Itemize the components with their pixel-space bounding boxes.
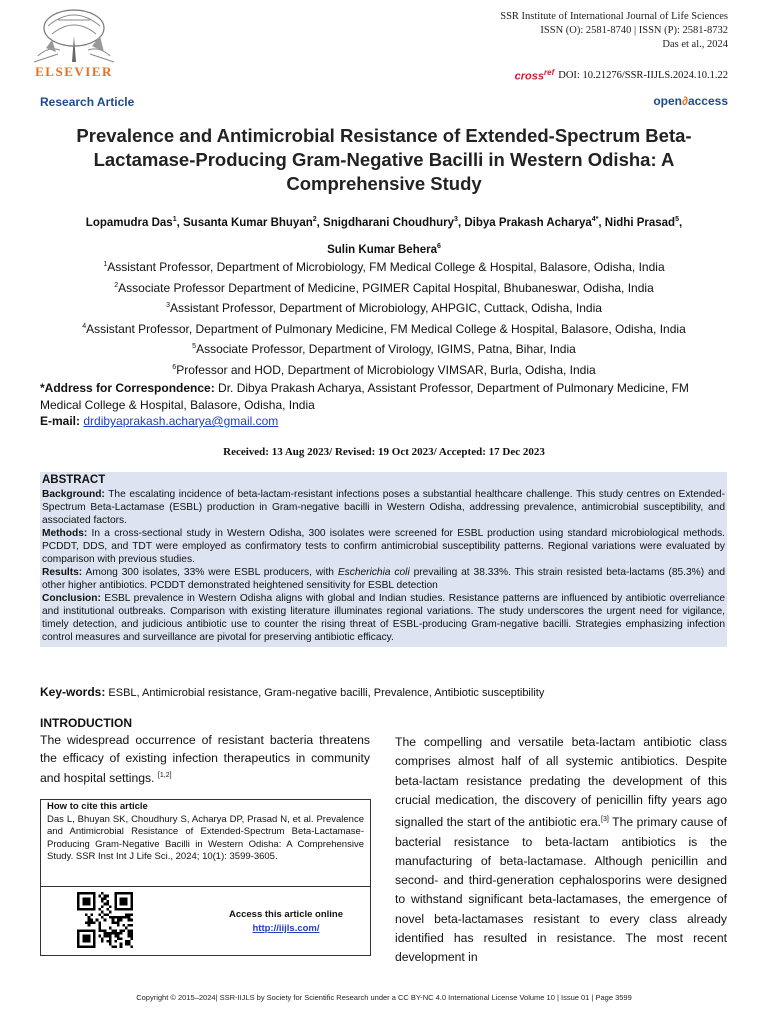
author-list: Lopamudra Das$^1$, Susanta Kumar Bhuyan$^2$, Snigdharani Choudhury$^3$, Dibya Prakash Acharya$^{4*}$, Nidhi Prasad$^5$, Sulin Kumar Behera$^6$ [85, 216, 683, 256]
access-link[interactable]: http://iijls.com/ [252, 923, 320, 934]
abstract-background: Background: The escalating incidence of beta-lactam-resistant infections poses a substantial healthcare challenge. This study centres on Extended-Spectrum Beta-Lactamase (ESBL) production in Gram-negative bacilli in Western Odisha, addressing prevalence, antimicrobial susceptibility, and associated factors. [42, 489, 725, 526]
keywords-label: Key-words: [40, 685, 106, 699]
author-name: Sulin Kumar Behera$^6$ [327, 242, 441, 256]
doi[interactable]: DOI: 10.21276/SSR-IIJLS.2024.10.1.22 [558, 69, 728, 81]
article-title: Prevalence and Antimicrobial Resistance of Extended-Spectrum Beta-Lactamase-Producing Gram-Negative Bacilli in Western Odisha: A Comprehensive Study [76, 125, 692, 194]
keywords [40, 685, 728, 699]
cite-text: Das L, Bhuyan SK, Choudhury S, Acharya DP, Prasad N, et al. Prevalence and Antimicrobial Resistance of Extended-Spectrum Beta-Lactamase-Producing Gram-Negative Bacilli in Western Odisha: A Comprehensive Study. SSR Inst Int J Life Sci., 2024; 10(1): 3599-3605. [47, 813, 364, 862]
article-type: Research Article [40, 95, 135, 109]
author-name: Dibya Prakash Acharya$^{4*}$ [464, 216, 599, 229]
issn: ISSN (O): 2581-8740 | ISSN (P): 2581-8732 [540, 25, 728, 36]
author-name: Nidhi Prasad$^5$ [604, 216, 679, 229]
email-label: E-mail: [40, 414, 81, 428]
abstract-results: Results: Among 300 isolates, 33% were ESBL producers, with Escherichia coli prevailing at 38.33%. This strain resisted beta-lactams (85.3%) and other higher antibiotics. PCDDT demonstrated heightened sensitivity for ESBL detection [42, 567, 726, 591]
affiliation: $^3$Assistant Professor, Department of Microbiology, AHPGIC, Cuttack, Odisha, India [166, 301, 602, 315]
doi-line [515, 68, 728, 83]
journal-info [500, 10, 728, 52]
how-to-cite-box [40, 799, 371, 956]
abstract-conclusion: Conclusion: ESBL prevalence in Western Odisha aligns with global and Indian studies. Resistance patterns are influenced by antibiotic overreliance and institutional outbreaks. Comparison with existing literature illuminates regional variations. The study underscores the urgent need for vigilance, timely detection, and judicious antibiotic use to counter the rising threat of ESBL-producing Gram-negative bacilli. Strategies emphasizing infection control measures and surveillance are pivotal for preserving antibiotic efficacy. [42, 593, 725, 643]
author-name: Snigdharani Choudhury$^3$ [323, 216, 458, 229]
divider [41, 886, 370, 887]
correspondence-label: *Address for Correspondence: [40, 381, 215, 395]
authors-short: Das et al., 2024 [662, 39, 728, 50]
access-label: Access this article online [228, 909, 344, 920]
elsevier-tree-icon [28, 6, 120, 64]
correspondence [40, 380, 728, 430]
author-name: Lopamudra Das$^1$ [85, 216, 177, 229]
publisher-name: ELSEVIER [35, 64, 113, 79]
page-footer: Copyright © 2015–2024| SSR-IIJLS by Society for Scientific Research under a CC BY-NC 4.0 International License Volume 10 | Issue 01 | Page 3599 [136, 993, 632, 1002]
affiliation: $^5$Associate Professor, Department of Virology, IGIMS, Patna, Bihar, India [192, 342, 576, 356]
journal-name: SSR Institute of International Journal of Life Sciences [500, 11, 728, 22]
cite-title: How to cite this article [47, 801, 148, 812]
affiliation: $^2$Associate Professor Department of Medicine, PGIMER Capital Hospital, Bhubaneswar, Odisha, India [114, 280, 654, 295]
qr-code-icon[interactable] [77, 892, 133, 948]
keywords-text: ESBL, Antimicrobial resistance, Gram-negative bacilli, Prevalence, Antibiotic susceptibility [105, 687, 545, 699]
intro-column-1: The widespread occurrence of resistant bacteria threatens the efficacy of existing infection therapeutics in community and hospital settings. [1,2] [40, 733, 370, 786]
email-link[interactable]: drdibyaprakash.acharya@gmail.com [83, 414, 279, 428]
correspondence-text: Dr. Dibya Prakash Acharya, Assistant Professor, Department of Pulmonary Medicine, FM Medical College & Hospital, Balasore, Odisha, India [40, 381, 689, 412]
abstract-box [40, 472, 727, 647]
affiliation: $^4$Assistant Professor, Department of Pulmonary Medicine, FM Medical College & Hospital, Balasore, Odisha, India [82, 321, 686, 336]
affiliation-list [40, 256, 728, 379]
author-name: Susanta Kumar Bhuyan$^2$ [183, 216, 317, 229]
citation-ref[interactable]: [1,2] [157, 772, 172, 779]
abstract-heading: ABSTRACT [42, 474, 106, 486]
crossref-logo: cross$^{ref}$ [514, 68, 555, 83]
introduction-heading: INTRODUCTION [40, 716, 132, 730]
intro-column-2: The compelling and versatile beta-lactam antibiotic class comprises almost half of all systemic antibiotics. Despite beta-lactam resistance predating the development of this crucial medication, the discovery of penicillin fifty years ago signalled the start of the antibiotic era.[3] The primary cause of bacterial resistance to beta-lactam antibiotics is the manufacturing of beta-lactamase. Although penicillin and second- and third-generation cephalosporins were designed to withstand significant beta-lactamases, the emergence of novel beta-lactamases resistant to every class already identified has resulted in resistance. The most recent development in [395, 735, 727, 965]
abstract-methods: Methods: In a cross-sectional study in Western Odisha, 300 isolates were screened for ESBL production using standard microbiological methods. PCDDT, DDS, and TDT were employed as confirmatory tests to confirm antimicrobial susceptibility patterns. Regional variations were evaluated by comparison with previous studies. [42, 528, 725, 565]
elsevier-logo [28, 6, 120, 82]
access-online [211, 908, 361, 936]
affiliation: $^1$Assistant Professor, Department of Microbiology, FM Medical College & Hospital, Balasore, Odisha, India [103, 260, 665, 274]
affiliation: $^6$Professor and HOD, Department of Microbiology VIMSAR, Burla, Odisha, India [172, 362, 596, 377]
open-access-logo: open∂access [653, 94, 728, 108]
article-dates: Received: 13 Aug 2023/ Revised: 19 Oct 2023/ Accepted: 17 Dec 2023 [223, 446, 545, 458]
citation-ref[interactable]: [3] [601, 816, 609, 824]
